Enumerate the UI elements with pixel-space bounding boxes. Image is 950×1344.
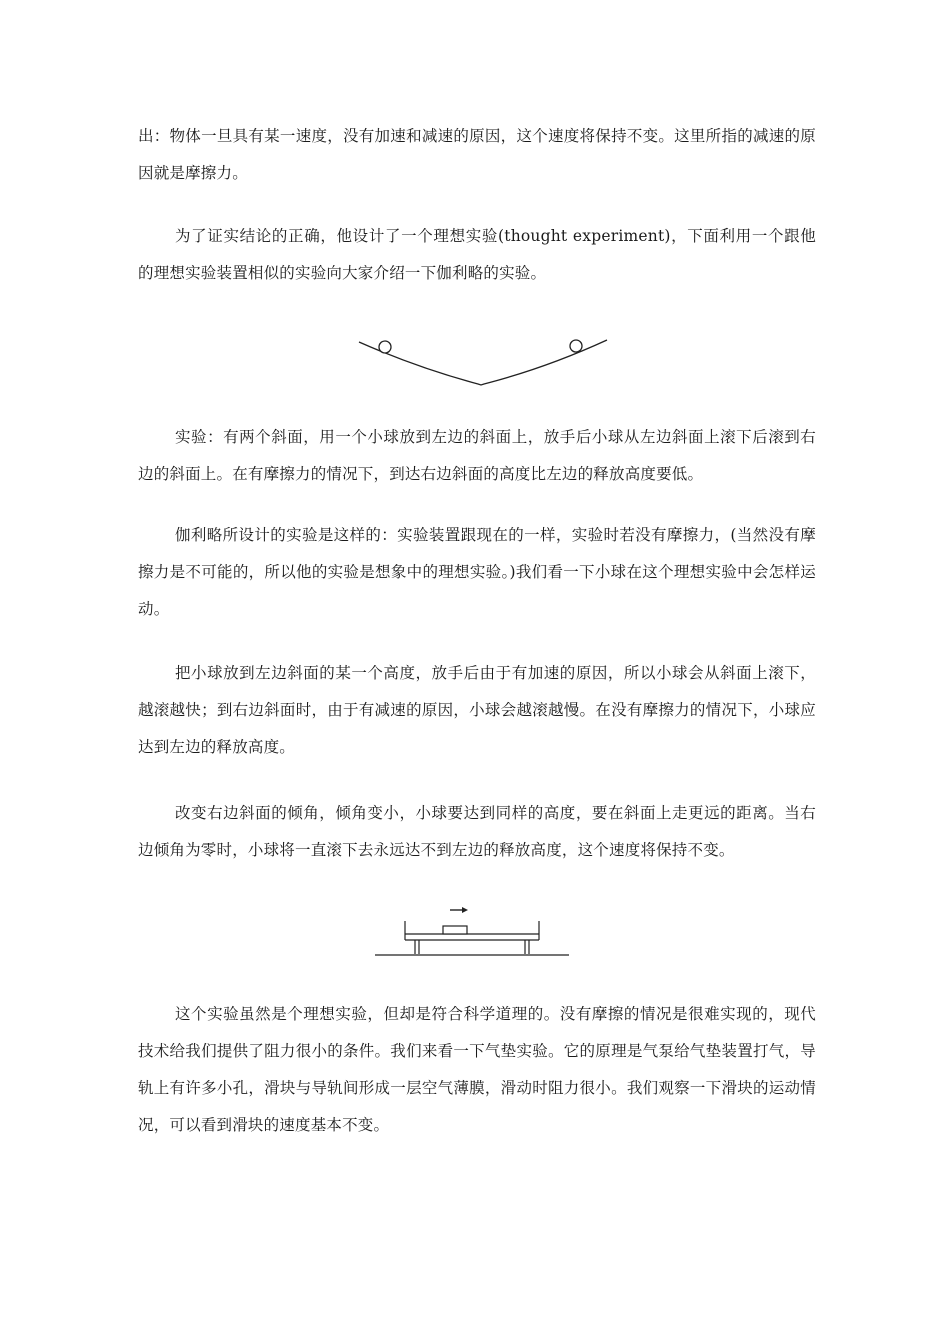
double-incline-icon bbox=[356, 332, 612, 392]
paragraph-ball-motion: 把小球放到左边斜面的某一个高度，放手后由于有加速的原因，所以小球会从斜面上滚下，越滚越快；到右边斜面时，由于有减速的原因，小球会越滚越慢。在没有摩擦力的情况下，小球应达到左边的释放高度。 bbox=[138, 664, 816, 756]
paragraph-galileo-design: 伽利略所设计的实验是这样的：实验装置跟现在的一样，实验时若没有摩擦力，(当然没有摩擦力是不可能的，所以他的实验是想象中的理想实验。)我们看一下小球在这个理想实验中会怎样运动。 bbox=[138, 526, 816, 618]
air-track-figure bbox=[373, 904, 571, 960]
paragraph-air-track-experiment: 这个实验虽然是个理想实验，但却是符合科学道理的。没有摩擦的情况是很难实现的，现代技术给我们提供了阻力很小的条件。我们来看一下气垫实验。它的原理是气泵给气垫装置打气，导轨上有许多小孔，滑块与导轨间形成一层空气薄膜，滑动时阻力很小。我们观察一下滑块的运动情况，可以看到滑块的速度基本不变。 bbox=[138, 1005, 816, 1134]
glider-block bbox=[443, 926, 467, 934]
paragraph-friction-conclusion: 出：物体一旦具有某一速度，没有加速和减速的原因，这个速度将保持不变。这里所指的减速的原因就是摩擦力。 bbox=[138, 127, 816, 182]
right-arrow-icon bbox=[462, 907, 468, 913]
air-track-icon bbox=[373, 904, 571, 960]
double-incline-figure bbox=[356, 332, 612, 392]
right-ball-icon bbox=[570, 340, 582, 352]
left-ball-icon bbox=[379, 341, 391, 353]
paragraph-thought-experiment-intro: 为了证实结论的正确，他设计了一个理想实验(thought experiment)，下面利用一个跟他的理想实验装置相似的实验向大家介绍一下伽利略的实验。 bbox=[138, 227, 816, 282]
paragraph-incline-angle: 改变右边斜面的倾角，倾角变小，小球要达到同样的高度，要在斜面上走更远的距离。当右边倾角为零时，小球将一直滚下去永远达不到左边的释放高度，这个速度将保持不变。 bbox=[138, 804, 816, 859]
paragraph-experiment-description: 实验：有两个斜面，用一个小球放到左边的斜面上，放手后小球从左边斜面上滚下后滚到右边的斜面上。在有摩擦力的情况下，到达右边斜面的高度比左边的释放高度要低。 bbox=[138, 428, 816, 483]
